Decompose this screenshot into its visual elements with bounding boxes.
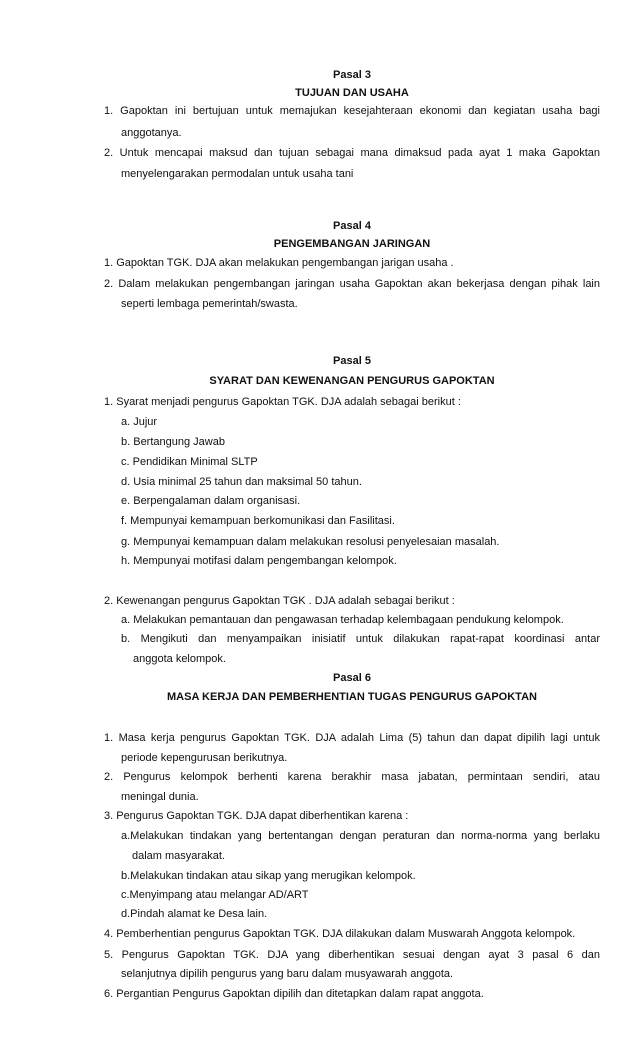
pasal4-item2-line2: seperti lembaga pemerintah/swasta. [121,298,298,310]
pasal6-item1-line1: 1. Masa kerja pengurus Gapoktan TGK. DJA adalah Lima (5) tahun dan dapat dipilih lagi untuk [104,732,600,744]
pasal5-kewenangan-b-line1: b. Mengikuti dan menyampaikan inisiatif untuk dilakukan rapat-rapat koordinasi antar [121,633,600,645]
pasal4-item1: 1. Gapoktan TGK. DJA akan melakukan pengembangan jarigan usaha . [104,257,454,269]
pasal6-item5-line2: selanjutnya dipilih pengurus yang baru dalam musyawarah anggota. [121,968,454,980]
pasal3-item2-line1: 2. Untuk mencapai maksud dan tujuan sebagai mana dimaksud pada ayat 1 maka Gapoktan [104,147,600,159]
pasal6-item3-a-line1: a.Melakukan tindakan yang bertentangan dengan peraturan dan norma-norma yang berlaku [121,830,600,842]
pasal5-syarat-item: g. Mempunyai kemampuan dalam melakukan resolusi penyelesaian masalah. [121,536,500,548]
pasal3-item1-line2: anggotanya. [121,127,182,139]
pasal6-heading: MASA KERJA DAN PEMBERHENTIAN TUGAS PENGURUS GAPOKTAN [167,691,537,703]
pasal3-item1-line1: 1. Gapoktan ini bertujuan untuk memajukan kesejahteraan ekonomi dan kegiatan usaha bagi [104,105,600,117]
pasal6-item1-line2: periode kepengurusan berikutnya. [121,752,288,764]
pasal4-item2-line1: 2. Dalam melakukan pengembangan jaringan usaha Gapoktan akan bekerjasa dengan pihak lain [104,278,600,290]
pasal5-syarat-item: h. Mempunyai motifasi dalam pengembangan kelompok. [121,555,397,567]
pasal6-item3-a-line2: dalam masyarakat. [132,850,225,862]
pasal3-item2-line2: menyelengarakan permodalan untuk usaha tani [121,168,354,180]
pasal4-heading: PENGEMBANGAN JARINGAN [273,238,431,250]
pasal5-syarat-item: c. Pendidikan Minimal SLTP [121,456,258,468]
pasal5-syarat-item: a. Jujur [121,416,158,428]
pasal5-heading: SYARAT DAN KEWENANGAN PENGURUS GAPOKTAN [209,375,495,387]
pasal5-title: Pasal 5 [333,355,371,367]
pasal4-title: Pasal 4 [333,220,371,232]
pasal6-item3-b: b.Melakukan tindakan atau sikap yang merugikan kelompok. [121,870,416,882]
pasal6-item3: 3. Pengurus Gapoktan TGK. DJA dapat diberhentikan karena : [104,810,409,822]
pasal5-syarat-item: d. Usia minimal 25 tahun dan maksimal 50 tahun. [121,476,362,488]
pasal3-heading: TUJUAN DAN USAHA [295,87,409,99]
pasal5-kewenangan-a: a. Melakukan pemantauan dan pengawasan terhadap kelembagaan pendukung kelompok. [121,614,564,626]
pasal5-syarat-item: e. Berpengalaman dalam organisasi. [121,495,301,507]
pasal6-item3-c: c.Menyimpang atau melangar AD/ART [121,889,309,901]
pasal5-syarat-intro: 1. Syarat menjadi pengurus Gapoktan TGK. DJA adalah sebagai berikut : [104,396,461,408]
pasal6-item6: 6. Pergantian Pengurus Gapoktan dipilih dan ditetapkan dalam rapat anggota. [104,988,484,1000]
pasal5-kewenangan-intro: 2. Kewenangan pengurus Gapoktan TGK . DJA adalah sebagai berikut : [104,595,455,607]
pasal6-item2-line2: meningal dunia. [121,791,199,803]
pasal3-title: Pasal 3 [333,69,371,81]
pasal6-item4: 4. Pemberhentian pengurus Gapoktan TGK. DJA dilakukan dalam Muswarah Anggota kelompok. [104,928,576,940]
pasal5-kewenangan-b-line2: anggota kelompok. [133,653,226,665]
pasal5-syarat-item: f. Mempunyai kemampuan berkomunikasi dan Fasilitasi. [121,515,395,527]
pasal6-title: Pasal 6 [333,672,371,684]
pasal5-syarat-item: b. Bertangung Jawab [121,436,225,448]
pasal6-item5-line1: 5. Pengurus Gapoktan TGK. DJA yang diberhentikan sesuai dengan ayat 3 pasal 6 dan [104,949,600,961]
pasal6-item3-d: d.Pindah alamat ke Desa lain. [121,908,268,920]
pasal6-item2-line1: 2. Pengurus kelompok berhenti karena berakhir masa jabatan, permintaan sendiri, atau [104,771,600,783]
